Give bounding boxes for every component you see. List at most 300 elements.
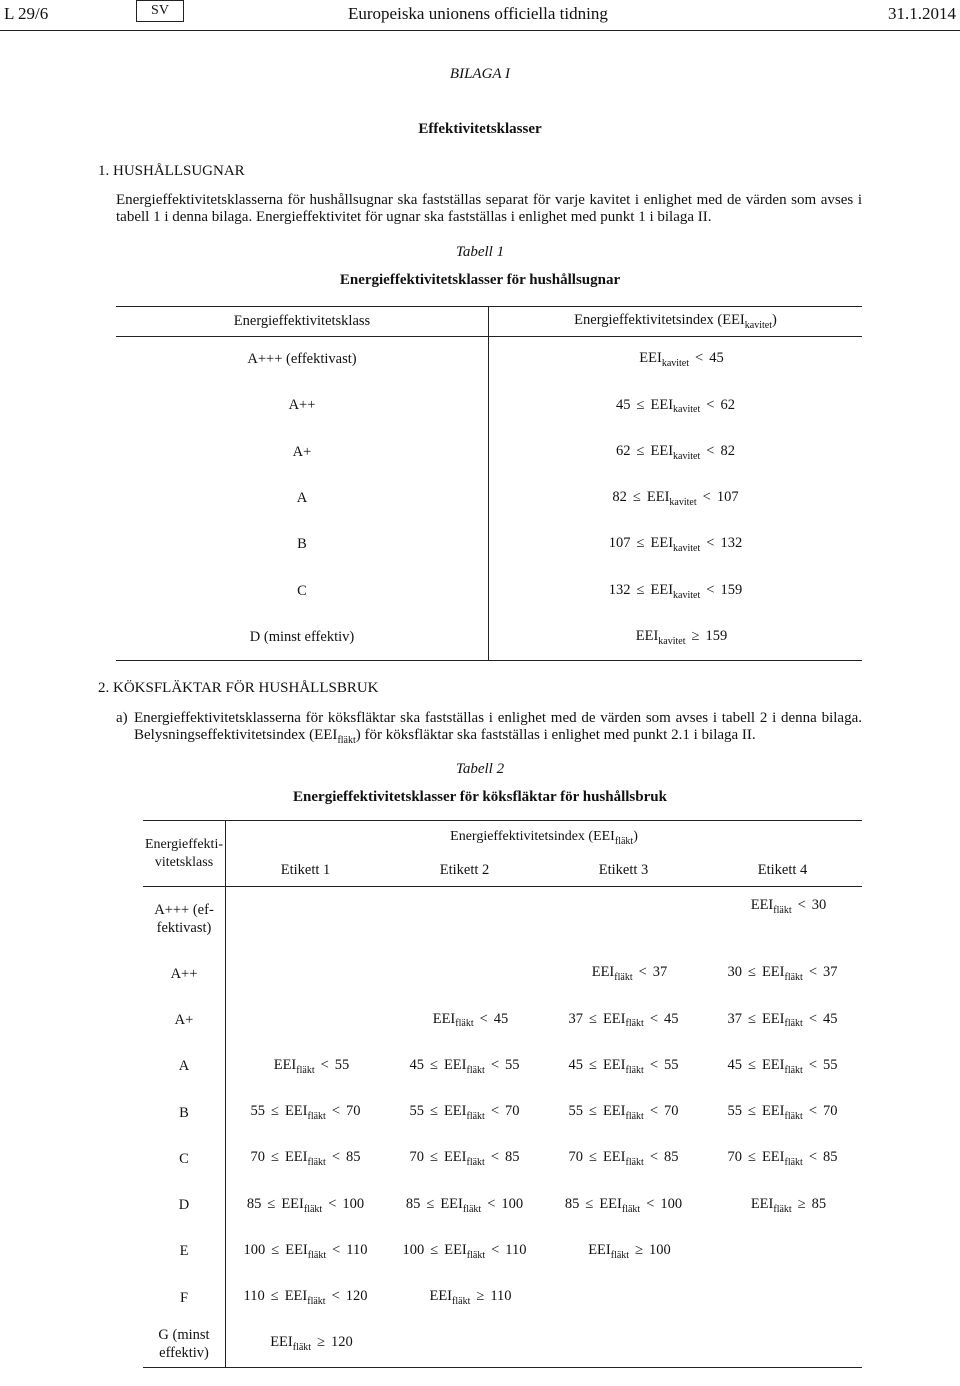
table2-class-line1: A	[178, 1058, 190, 1075]
table2-index-eei: EEI	[281, 1195, 304, 1212]
table2-index-hi: 85	[664, 1149, 679, 1166]
table1-row	[116, 614, 862, 660]
section1-heading: 1. HUSHÅLLSUGNAR	[98, 163, 245, 179]
table2-index-lo: 55	[409, 1103, 424, 1120]
table2-index-op2: <	[328, 1195, 337, 1212]
table2-index-sub: fläkt	[452, 1296, 471, 1308]
table2-index-hi: 55	[664, 1056, 679, 1073]
table1-class-cell: B	[116, 522, 489, 568]
table2-index-cell	[703, 1275, 862, 1321]
table2-index-hi: 55	[334, 1056, 350, 1073]
table2-index-lo: 45	[568, 1056, 583, 1073]
table2-index-sub: fläkt	[773, 1203, 792, 1215]
table1-index-cell	[489, 383, 863, 429]
table2-index-sub: fläkt	[466, 1110, 485, 1122]
table1-index-eei: EEI	[646, 489, 670, 506]
table1-index-eei: EEI	[639, 350, 662, 367]
table2-index-lo: 55	[727, 1103, 742, 1120]
table1	[116, 306, 862, 661]
table2-class-cell	[143, 1182, 226, 1228]
table2-index-op2: <	[649, 1103, 659, 1120]
table2-index-lo: 70	[250, 1149, 265, 1166]
table2-index-eei: EEI	[750, 1195, 774, 1212]
table2-index-sub: fläkt	[784, 1064, 803, 1076]
table1-index-hi: 62	[720, 396, 735, 413]
table2-index-cell	[385, 1228, 544, 1274]
table2-index-cell	[703, 1228, 862, 1274]
table2-index-sub: fläkt	[784, 972, 803, 984]
table2-index-op2: <	[649, 1056, 659, 1073]
table2-index-op2: <	[490, 1056, 500, 1073]
table2-index-sub: fläkt	[307, 1110, 326, 1122]
table2-index-hi: 110	[490, 1288, 512, 1305]
table2-index-lo: 70	[727, 1149, 742, 1166]
table2-index-sub: fläkt	[621, 1203, 641, 1215]
table1-class-cell: A+++ (effektivast)	[116, 337, 489, 383]
table2-index-op2: <	[649, 1149, 659, 1166]
page-header	[0, 0, 960, 32]
table2-index-eei: EEI	[432, 1010, 456, 1027]
table2-index-hi: 45	[823, 1010, 838, 1027]
section2-paragraph-sub: fläkt	[337, 735, 356, 746]
table2-index-lo: 85	[564, 1195, 580, 1212]
table1-col2-header-close: )	[771, 312, 777, 329]
table1-row	[116, 568, 862, 614]
table2-index-eei: EEI	[285, 1241, 308, 1258]
table2-label: Tabell 2	[455, 761, 505, 777]
table2	[143, 820, 862, 1368]
table2-col1-header-line1: Energieffekti-	[144, 836, 223, 852]
table1-index-op2: <	[706, 535, 715, 552]
table1-col1-header: Energieffektivitetsklass	[116, 307, 489, 337]
table2-index-cell	[544, 951, 703, 997]
table2-index-cell	[226, 1089, 386, 1135]
table2-index-op2: ≥	[476, 1288, 485, 1305]
table2-index-op2: <	[638, 964, 647, 981]
table2-index-hi: 45	[664, 1010, 679, 1027]
table2-index-hi: 70	[664, 1103, 679, 1120]
header-divider	[0, 30, 960, 31]
table2-index-cell	[385, 1182, 544, 1228]
table2-index-sub: fläkt	[614, 972, 633, 984]
table1-index-lo: 82	[612, 489, 627, 506]
table2-class-line1: D	[178, 1197, 190, 1214]
table2-index-header	[226, 821, 863, 855]
table2-index-lo: 37	[568, 1010, 583, 1027]
table2-index-eei: EEI	[440, 1195, 463, 1212]
table2-index-hi: 55	[823, 1056, 838, 1073]
table2-index-lo: 30	[727, 964, 742, 981]
table2-index-sub: fläkt	[773, 904, 792, 916]
table2-index-eei: EEI	[761, 1056, 785, 1073]
table2-index-eei: EEI	[284, 1288, 308, 1305]
table1-index-sub: kavitet	[673, 450, 701, 462]
table2-index-lo: 85	[405, 1195, 421, 1212]
table2-index-cell	[226, 951, 386, 997]
table2-index-eei: EEI	[429, 1288, 453, 1305]
table2-index-op2: <	[491, 1241, 500, 1258]
table2-index-op2: ≥	[797, 1195, 806, 1212]
table2-index-cell	[703, 887, 862, 951]
table2-index-lo: 55	[568, 1103, 583, 1120]
table2-label-3: Etikett 3	[598, 861, 649, 878]
table2-index-op2: <	[808, 1010, 818, 1027]
table2-index-cell	[385, 1275, 544, 1321]
table2-index-hi: 37	[823, 964, 838, 981]
table2-index-eei: EEI	[443, 1103, 467, 1120]
table2-index-sub: fläkt	[625, 1157, 644, 1169]
table1-index-hi: 159	[720, 581, 743, 598]
table2-index-header-sub: fläkt	[614, 835, 634, 847]
table2-index-sub: fläkt	[625, 1110, 644, 1122]
table2-index-cell	[385, 887, 544, 951]
table2-label-1: Etikett 1	[280, 861, 331, 878]
table2-label-row	[143, 855, 862, 887]
table2-index-cell	[703, 1136, 862, 1182]
table2-index-hi: 85	[346, 1149, 361, 1166]
table2-index-cell	[544, 1043, 703, 1089]
table1-index-sub: kavitet	[673, 589, 701, 601]
table2-index-sub: fläkt	[307, 1249, 327, 1261]
table2-index-sub: fläkt	[625, 1018, 644, 1030]
table2-index-op1: ≤	[747, 1056, 756, 1073]
table2-class-cell	[143, 887, 226, 951]
table1-index-eei: EEI	[650, 442, 674, 459]
table1-index-hi: 159	[705, 627, 728, 644]
table2-index-hi: 85	[811, 1195, 827, 1212]
table2-index-sub: fläkt	[307, 1296, 326, 1308]
table1-index-op2: <	[702, 489, 711, 506]
table2-index-hi: 37	[652, 964, 668, 981]
table2-index-op2: <	[479, 1010, 488, 1027]
table1-row	[116, 475, 862, 521]
publication-date: 31.1.2014	[888, 4, 956, 23]
table1-index-cell	[489, 568, 863, 614]
table2-index-cell	[544, 887, 703, 951]
table1-index-op2: ≥	[691, 627, 700, 644]
table2-index-hi: 110	[346, 1241, 368, 1258]
table2-index-op2: <	[646, 1195, 655, 1212]
table1-class-cell: A+	[116, 429, 489, 475]
table1-class-cell: A	[116, 475, 489, 521]
table2-index-eei: EEI	[761, 1010, 785, 1027]
table1-index-op2: <	[706, 581, 715, 598]
table2-index-cell	[385, 1043, 544, 1089]
table2-index-lo: 100	[243, 1241, 266, 1258]
table2-index-cell	[544, 1275, 703, 1321]
table2-class-line2: effektiv)	[159, 1344, 209, 1361]
table2-index-op1: ≤	[270, 1288, 279, 1305]
table1-col2-header	[489, 307, 863, 337]
table2-index-op2: <	[649, 1010, 659, 1027]
table2-class-line1: A+	[174, 1011, 194, 1028]
table2-index-cell	[703, 1089, 862, 1135]
table2-index-eei: EEI	[284, 1103, 308, 1120]
table1-index-hi: 45	[709, 350, 724, 367]
table2-index-cell	[544, 997, 703, 1043]
table2-index-sub: fläkt	[466, 1157, 485, 1169]
table2-index-hi: 45	[493, 1010, 509, 1027]
table2-index-op1: ≤	[429, 1149, 438, 1166]
table2-label-2: Etikett 2	[439, 861, 490, 878]
table2-index-cell	[544, 1228, 703, 1274]
table2-row	[143, 1228, 862, 1274]
table2-index-cell	[544, 1321, 703, 1367]
table2-index-lo: 85	[246, 1195, 262, 1212]
table2-index-eei: EEI	[599, 1195, 622, 1212]
table2-index-op1: ≤	[585, 1195, 594, 1212]
table2-row	[143, 1043, 862, 1089]
table2-row	[143, 1136, 862, 1182]
table1-index-cell	[489, 337, 863, 383]
table1-index-op1: ≤	[636, 581, 645, 598]
table2-index-cell	[385, 1089, 544, 1135]
table1-row	[116, 522, 862, 568]
table2-index-cell	[385, 951, 544, 997]
table2-label-4: Etikett 4	[757, 861, 808, 878]
table2-index-sub: fläkt	[292, 1342, 312, 1354]
table2-index-hi: 30	[811, 897, 827, 913]
table2-index-op1: ≤	[588, 1056, 597, 1073]
table2-index-sub: fläkt	[466, 1064, 485, 1076]
table1-index-cell	[489, 614, 863, 660]
table1-index-sub: kavitet	[661, 358, 690, 370]
table1-row	[116, 383, 862, 429]
table2-index-sub: fläkt	[296, 1064, 315, 1076]
table2-index-eei: EEI	[602, 1103, 626, 1120]
table2-index-sub: fläkt	[462, 1203, 482, 1215]
table1-col2-header-text: Energieffektivitetsindex (EEI	[574, 312, 745, 329]
table1-title: Energieffektivitetsklasser för hushållsugnar	[339, 272, 621, 288]
table2-index-op1: ≤	[429, 1103, 438, 1120]
table2-index-lo: 100	[402, 1241, 425, 1258]
table1-index-hi: 82	[720, 442, 735, 459]
table1-index-sub: kavitet	[673, 404, 701, 416]
table1-index-op2: <	[706, 396, 715, 413]
table2-index-cell	[226, 887, 386, 951]
table1-index-lo: 45	[616, 396, 631, 413]
table1-index-lo: 107	[608, 535, 631, 552]
table2-index-hi: 110	[505, 1241, 527, 1258]
table1-header-row	[116, 307, 862, 337]
table2-index-op1: ≤	[747, 1103, 756, 1120]
table2-index-eei: EEI	[602, 1056, 626, 1073]
table2-index-op1: ≤	[747, 1149, 756, 1166]
table2-index-op1: ≤	[270, 1103, 279, 1120]
table2-class-line1: B	[179, 1104, 189, 1121]
table2-index-hi: 100	[660, 1195, 683, 1212]
table2-index-cell	[385, 1136, 544, 1182]
table1-index-lo: 62	[616, 442, 631, 459]
table2-header-row	[143, 821, 862, 855]
table2-index-cell	[703, 1321, 862, 1367]
table2-row	[143, 1275, 862, 1321]
table2-class-line1: C	[179, 1150, 189, 1167]
journal-title: Europeiska unionens officiella tidning	[348, 4, 608, 23]
table2-index-op1: ≤	[747, 964, 756, 981]
table2-class-line1: A++	[170, 965, 198, 982]
language-badge: SV	[136, 0, 184, 22]
table2-index-hi: 85	[823, 1149, 838, 1166]
table2-index-op2: <	[331, 1149, 341, 1166]
table1-index-sub: kavitet	[658, 635, 686, 647]
table2-index-op1: ≤	[588, 1103, 597, 1120]
table2-index-eei: EEI	[284, 1149, 308, 1166]
table2-index-lo: 55	[250, 1103, 265, 1120]
page-number: L 29/6	[4, 4, 49, 23]
annex-label: BILAGA I	[449, 66, 511, 82]
table2-index-hi: 70	[505, 1103, 520, 1120]
table2-index-cell	[703, 1182, 862, 1228]
table2-index-op2: <	[332, 1241, 341, 1258]
table2-index-cell	[385, 997, 544, 1043]
section1-paragraph: Energieffektivitetsklasserna för hushållsugnar ska fastställas separat för varje kavitet i enlighet med de värden som avses i tabell 1 i denna bilaga. Energieffektivitet för ugnar ska fastställas i enlighet med punkt 1 i bilaga II.	[116, 192, 862, 225]
table2-index-sub: fläkt	[784, 1110, 803, 1122]
table2-index-sub: fläkt	[466, 1249, 486, 1261]
table1-index-op1: ≤	[636, 396, 645, 413]
document-title: Effektivitetsklasser	[418, 121, 542, 137]
table2-index-eei: EEI	[273, 1056, 297, 1073]
table2-col1-header-line2: vitetsklass	[154, 854, 214, 870]
table2-index-op2: <	[487, 1195, 496, 1212]
table1-index-op1: ≤	[636, 535, 645, 552]
table2-index-cell	[385, 1321, 544, 1367]
table2-index-op1: ≤	[271, 1241, 280, 1258]
table2-class-cell	[143, 1228, 226, 1274]
table2-index-sub: fläkt	[307, 1157, 326, 1169]
table2-index-hi: 100	[342, 1195, 365, 1212]
table2-index-sub: fläkt	[610, 1249, 630, 1261]
table2-index-op1: ≤	[429, 1056, 438, 1073]
table2-index-cell	[703, 1043, 862, 1089]
table2-index-cell	[703, 997, 862, 1043]
table1-index-sub: kavitet	[673, 543, 701, 555]
table1-class-cell: C	[116, 568, 489, 614]
table2-index-op2: <	[331, 1288, 340, 1305]
table2-class-cell	[143, 1275, 226, 1321]
table1-index-hi: 107	[716, 489, 739, 506]
table2-index-op2: <	[490, 1103, 500, 1120]
table2-index-hi: 85	[505, 1149, 520, 1166]
table2-index-hi: 120	[331, 1334, 353, 1351]
table2-class-cell	[143, 1321, 226, 1367]
table2-index-cell	[226, 997, 386, 1043]
table2-index-op1: ≤	[267, 1195, 276, 1212]
table2-index-op2: <	[490, 1149, 500, 1166]
table2-index-eei: EEI	[444, 1241, 467, 1258]
table1-index-op1: ≤	[632, 489, 641, 506]
table2-class-line1: E	[179, 1243, 189, 1260]
table2-index-op1: ≤	[430, 1241, 439, 1258]
table1-index-cell	[489, 475, 863, 521]
table1-index-cell	[489, 522, 863, 568]
table2-index-hi: 70	[823, 1103, 838, 1120]
table2-index-header-text: Energieffektivitetsindex (EEI	[450, 828, 615, 844]
table1-index-eei: EEI	[650, 535, 674, 552]
table2-index-lo: 110	[243, 1288, 265, 1305]
table2-index-eei: EEI	[750, 897, 774, 913]
table2-index-sub: fläkt	[625, 1064, 644, 1076]
table2-index-eei: EEI	[591, 964, 615, 981]
table2-row	[143, 951, 862, 997]
table2-index-hi: 100	[501, 1195, 524, 1212]
table2-row	[143, 1321, 862, 1367]
table2-index-cell	[544, 1182, 703, 1228]
table1-index-op1: ≤	[636, 442, 645, 459]
table1-index-op2: <	[706, 442, 715, 459]
table2-index-hi: 120	[345, 1288, 368, 1305]
table2-index-sub: fläkt	[455, 1018, 474, 1030]
table1-index-eei: EEI	[650, 581, 674, 598]
table2-index-hi: 70	[346, 1103, 361, 1120]
section2-paragraph	[134, 710, 862, 749]
table2-class-line1: A+++ (ef-	[154, 901, 214, 918]
table2-index-eei: EEI	[602, 1149, 626, 1166]
table2-index-lo: 70	[568, 1149, 583, 1166]
table2-index-eei: EEI	[443, 1149, 467, 1166]
table1-index-cell	[489, 429, 863, 475]
table2-class-cell	[143, 1043, 226, 1089]
table2-row	[143, 1089, 862, 1135]
table2-index-sub: fläkt	[784, 1018, 803, 1030]
table1-row	[116, 337, 862, 383]
table2-index-cell	[544, 1089, 703, 1135]
table2-row	[143, 1182, 862, 1228]
table2-class-cell	[143, 1089, 226, 1135]
table2-index-eei: EEI	[588, 1241, 611, 1258]
table1-index-eei: EEI	[650, 396, 674, 413]
table1-index-lo: 132	[608, 581, 631, 598]
table1-index-hi: 132	[720, 535, 743, 552]
table2-index-eei: EEI	[602, 1010, 626, 1027]
table2-index-eei: EEI	[761, 964, 785, 981]
table2-index-cell	[703, 951, 862, 997]
table2-row	[143, 997, 862, 1043]
table2-index-op2: <	[797, 897, 806, 913]
table2-index-op2: <	[808, 964, 818, 981]
table2-index-cell	[544, 1136, 703, 1182]
section2-heading: 2. KÖKSFLÄKTAR FÖR HUSHÅLLSBRUK	[98, 680, 379, 696]
table2-index-lo: 37	[727, 1010, 742, 1027]
table2-col1-header	[143, 821, 226, 887]
table2-index-hi: 55	[505, 1056, 520, 1073]
table2-class-cell	[143, 951, 226, 997]
table2-index-op2: ≥	[317, 1334, 326, 1351]
table2-index-op2: <	[808, 1149, 818, 1166]
table2-index-lo: 45	[727, 1056, 742, 1073]
table1-col2-header-sub: kavitet	[744, 319, 772, 331]
table2-index-op1: ≤	[426, 1195, 435, 1212]
table1-class-cell: D (minst effektiv)	[116, 614, 489, 660]
table2-index-op2: <	[808, 1056, 818, 1073]
table2-index-header-close: )	[633, 828, 638, 844]
table2-index-op1: ≤	[270, 1149, 279, 1166]
table1-label: Tabell 1	[455, 244, 505, 260]
table2-index-hi: 100	[649, 1241, 671, 1258]
table2-class-cell	[143, 1136, 226, 1182]
table2-index-lo: 70	[409, 1149, 424, 1166]
table1-class-cell: A++	[116, 383, 489, 429]
table2-row	[143, 887, 862, 951]
table2-index-lo: 45	[409, 1056, 424, 1073]
table2-class-cell	[143, 997, 226, 1043]
table2-index-op1: ≤	[588, 1149, 597, 1166]
table2-title: Energieffektivitetsklasser för köksfläktar för hushållsbruk	[293, 789, 667, 805]
table2-index-eei: EEI	[443, 1056, 467, 1073]
item-a-marker: a)	[116, 710, 128, 726]
table2-index-op2: <	[808, 1103, 818, 1120]
table2-index-op1: ≤	[588, 1010, 597, 1027]
